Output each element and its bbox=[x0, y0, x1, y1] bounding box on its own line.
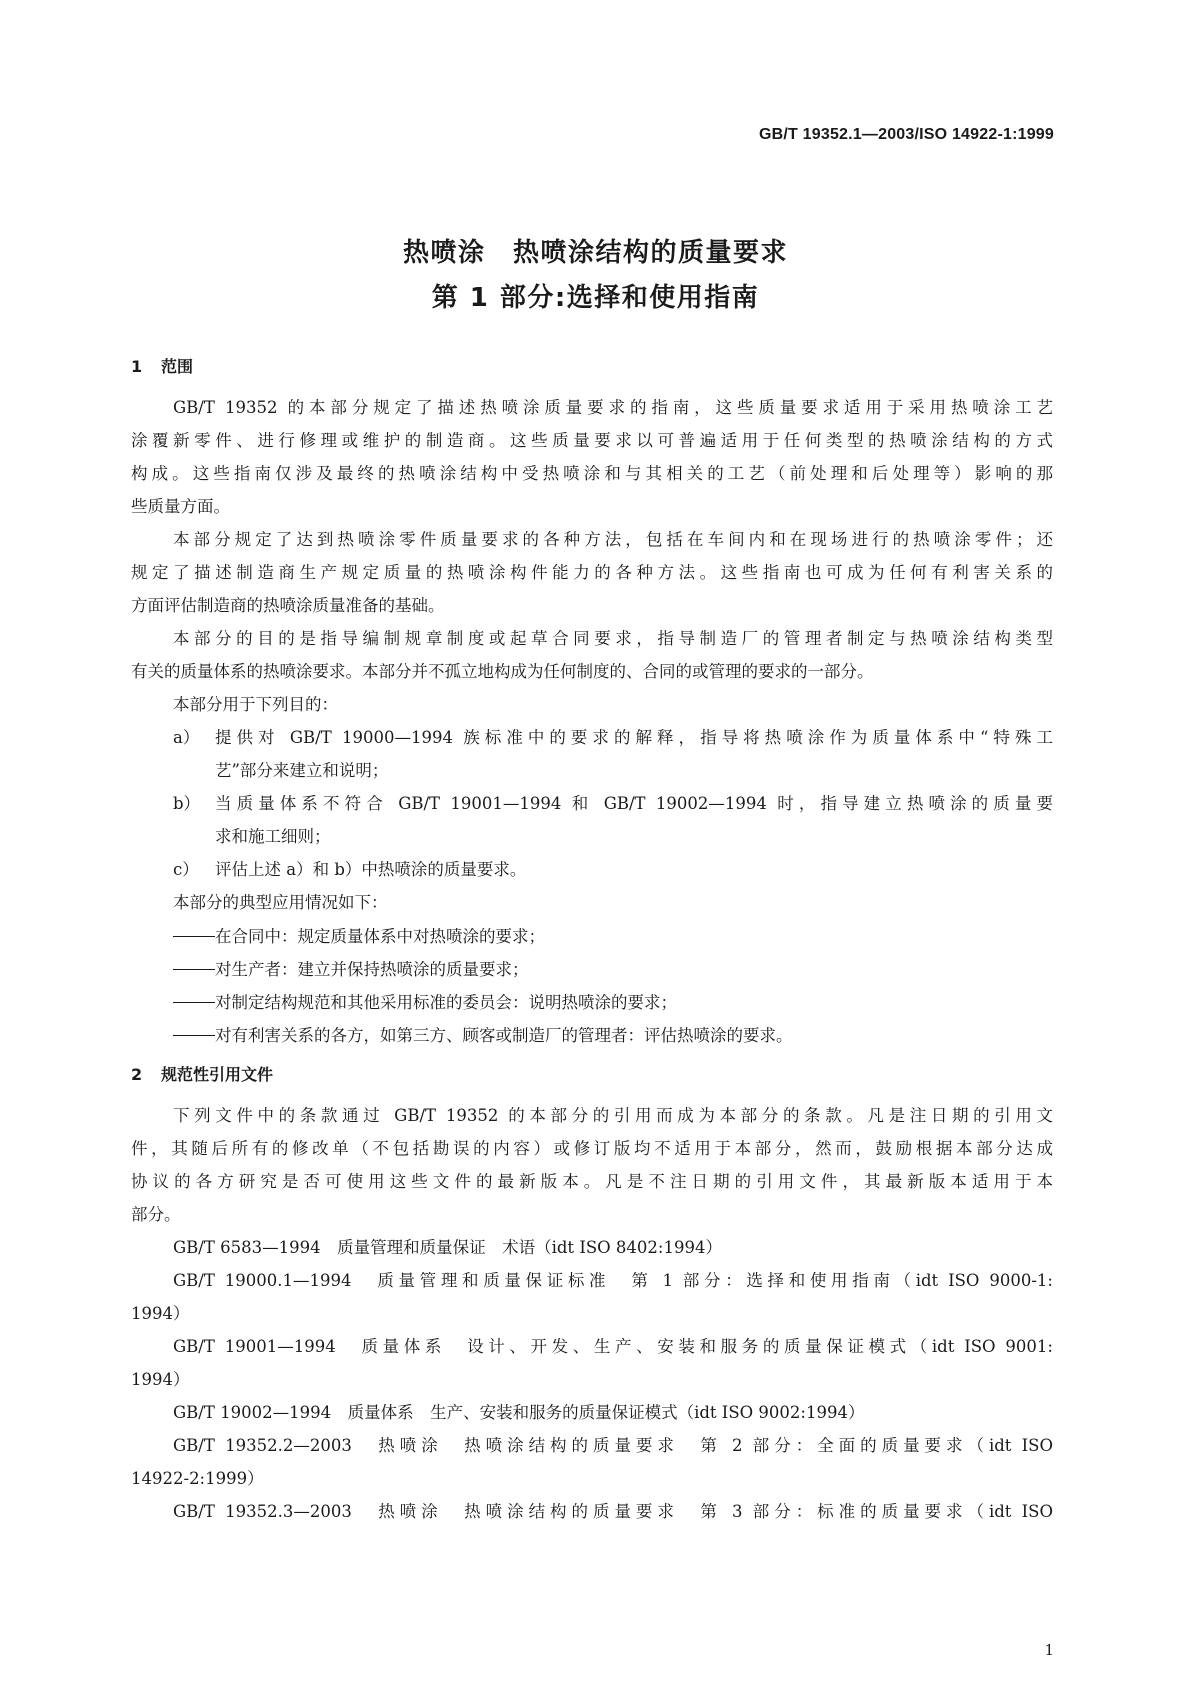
paragraph-line: 本部分规定了达到热喷涂零件质量要求的各种方法，包括在车间内和在现场进行的热喷涂零件；还 bbox=[173, 530, 1053, 549]
paragraph-line: 涂覆新零件、进行修理或维护的制造商。这些质量要求以可普遍适用于任何类型的热喷涂结构的方式 bbox=[131, 431, 1053, 450]
section-1-title: 范围 bbox=[161, 357, 194, 376]
section-1-heading bbox=[131, 354, 193, 377]
reference-line: 1994） bbox=[131, 1370, 190, 1389]
paragraph-line: 本部分的典型应用情况如下： bbox=[173, 893, 388, 912]
paragraph-line: 构成。这些指南仅涉及最终的热喷涂结构中受热喷涂和与其相关的工艺（前处理和后处理等）影响的那 bbox=[131, 464, 1053, 483]
paragraph-line: 方面评估制造商的热喷涂质量准备的基础。 bbox=[131, 596, 445, 615]
paragraph-line: 有关的质量体系的热喷涂要求。本部分并不孤立地构成为任何制度的、合同的或管理的要求的一部分。 bbox=[131, 662, 874, 681]
reference-line: GB/T 19000.1—1994 质量管理和质量保证标准 第 1 部分：选择和使用指南（idt ISO 9000-1: bbox=[173, 1271, 1053, 1290]
list-item-line: 评估上述 a）和 b）中热喷涂的质量要求。 bbox=[215, 860, 527, 879]
paragraph-line: 件，其随后所有的修改单（不包括勘误的内容）或修订版均不适用于本部分，然而，鼓励根据本部分达成 bbox=[131, 1139, 1053, 1158]
paragraph-line: 协议的各方研究是否可使用这些文件的最新版本。凡是不注日期的引用文件，其最新版本适用于本 bbox=[131, 1172, 1053, 1191]
list-item-line: 求和施工细则； bbox=[215, 827, 331, 846]
list-marker: a） bbox=[173, 728, 200, 747]
document-title-line2: 第 1 部分:选择和使用指南 bbox=[431, 283, 760, 313]
section-2-number: 2 bbox=[131, 1065, 143, 1084]
section-2-heading bbox=[131, 1062, 273, 1085]
paragraph-line: 本部分用于下列目的： bbox=[173, 695, 338, 714]
dash-marker bbox=[173, 992, 215, 1003]
standard-code: GB/T 19352.1—2003/ISO 14922-1:1999 bbox=[759, 126, 1054, 143]
dash-marker bbox=[173, 926, 215, 937]
section-1-number: 1 bbox=[131, 357, 143, 376]
reference-line: GB/T 19352.2—2003 热喷涂 热喷涂结构的质量要求 第 2 部分：全面的质量要求（idt ISO bbox=[173, 1436, 1053, 1455]
dash-list-item: 对制定结构规范和其他采用标准的委员会：说明热喷涂的要求； bbox=[173, 992, 677, 1013]
dash-marker bbox=[173, 959, 215, 970]
reference-line: GB/T 6583—1994 质量管理和质量保证 术语（idt ISO 8402:1994） bbox=[173, 1238, 722, 1257]
reference-line: 14922-2:1999） bbox=[131, 1469, 264, 1488]
dash-list-item: 在合同中：规定质量体系中对热喷涂的要求； bbox=[173, 926, 545, 947]
paragraph-line: 些质量方面。 bbox=[131, 497, 230, 516]
reference-line: GB/T 19002—1994 质量体系 生产、安装和服务的质量保证模式（idt ISO 9002:1994） bbox=[173, 1403, 865, 1422]
reference-line: 1994） bbox=[131, 1304, 190, 1323]
paragraph-line: 本部分的目的是指导编制规章制度或起草合同要求，指导制造厂的管理者制定与热喷涂结构类型 bbox=[173, 629, 1053, 648]
document-title-line1: 热喷涂 热喷涂结构的质量要求 bbox=[402, 238, 788, 268]
dash-list-item: 对有利害关系的各方，如第三方、顾客或制造厂的管理者：评估热喷涂的要求。 bbox=[173, 1025, 793, 1046]
page-number: 1 bbox=[1044, 1641, 1054, 1659]
list-item-line: 艺”部分来建立和说明； bbox=[215, 761, 389, 780]
list-item-line: 提供对 GB/T 19000—1994 族标准中的要求的解释，指导将热喷涂作为质量体系中“特殊工 bbox=[215, 728, 1053, 747]
dash-list-item: 对生产者：建立并保持热喷涂的质量要求； bbox=[173, 959, 529, 980]
dash-marker bbox=[173, 1025, 215, 1036]
paragraph-line: 部分。 bbox=[131, 1205, 181, 1224]
reference-line: GB/T 19001—1994 质量体系 设计、开发、生产、安装和服务的质量保证模式（idt ISO 9001: bbox=[173, 1337, 1053, 1356]
list-marker: c） bbox=[173, 860, 199, 879]
list-marker: b） bbox=[173, 794, 201, 813]
list-item-line: 当质量体系不符合 GB/T 19001—1994 和 GB/T 19002—1994 时，指导建立热喷涂的质量要 bbox=[215, 794, 1053, 813]
paragraph-line: 规定了描述制造商生产规定质量的热喷涂构件能力的各种方法。这些指南也可成为任何有利害关系的 bbox=[131, 563, 1053, 582]
reference-line: GB/T 19352.3—2003 热喷涂 热喷涂结构的质量要求 第 3 部分：标准的质量要求（idt ISO bbox=[173, 1502, 1053, 1521]
paragraph-line: 下列文件中的条款通过 GB/T 19352 的本部分的引用而成为本部分的条款。凡是注日期的引用文 bbox=[173, 1106, 1053, 1125]
section-2-title: 规范性引用文件 bbox=[161, 1065, 274, 1084]
paragraph-line: GB/T 19352 的本部分规定了描述热喷涂质量要求的指南，这些质量要求适用于采用热喷涂工艺 bbox=[173, 398, 1053, 417]
